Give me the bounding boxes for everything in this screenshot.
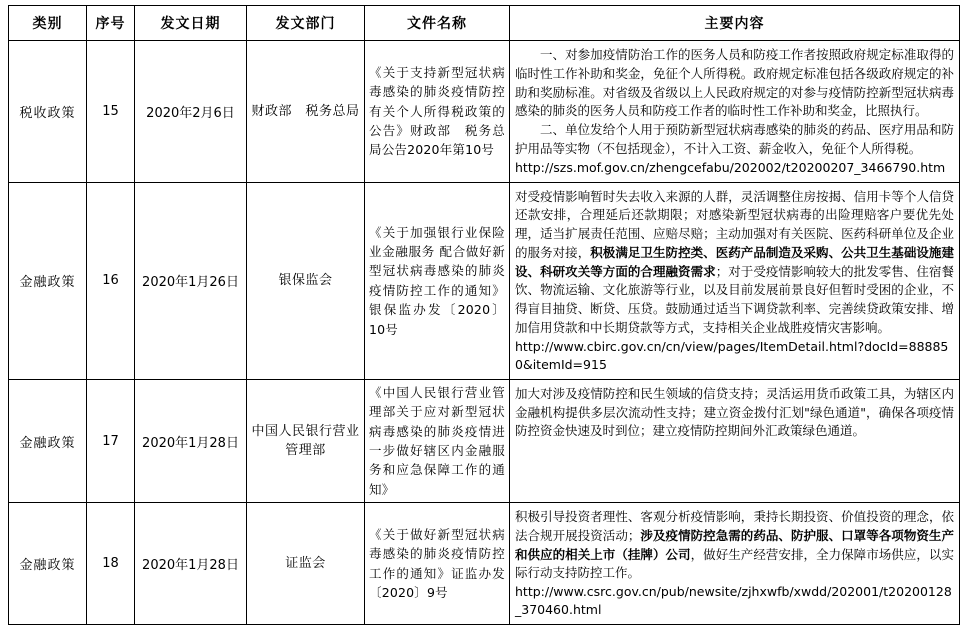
cell-date: 2020年1月26日: [135, 182, 247, 379]
cell-title: 《关于做好新型冠状病毒感染的肺炎疫情防控工作的通知》证监办发〔2020〕9号: [365, 503, 510, 625]
cell-content: [510, 503, 960, 625]
table-header-row: [9, 6, 960, 41]
table-row: [9, 41, 960, 183]
content-paragraph: 对受疫情影响暂时失去收入来源的人群，灵活调整住房按揭、信用卡等个人信贷还款安排，合理延后还款期限；对感染新型冠状病毒的出险理赔客户要优先处理，适当扩展责任范围、应赔尽赔；主动加强对有关医院、医药科研单位及企业的服务对接，积极满足卫生防控类、医药产品制造及采购、公共卫生基础设施建设、科研攻关等方面的合理融资需求；对于受疫情影响较大的批发零售、住宿餐饮、物流运输、文化旅游等行业，以及目前发展前景良好但暂时受困的企业，不得盲目抽贷、断贷、压贷。鼓励通过适当下调贷款利率、完善续贷政策安排、增加信用贷款和中长期贷款等方式，支持相关企业战胜疫情灾害影响。: [515, 188, 954, 335]
cell-category: 金融政策: [9, 379, 87, 502]
cell-date: 2020年2月6日: [135, 41, 247, 183]
content-body-3: [515, 508, 954, 619]
cell-content: [510, 379, 960, 502]
cell-title: 《关于加强银行业保险业金融服务 配合做好新型冠状病毒感染的肺炎疫情防控工作的通知》银保监办发〔2020〕10号: [365, 182, 510, 379]
column-header-seq: 序号: [87, 6, 135, 41]
cell-dept: 财政部 税务总局: [247, 41, 365, 183]
content-paragraph: 积极引导投资者理性、客观分析疫情影响，秉持长期投资、价值投资的理念，依法合规开展投资活动；涉及疫情防控急需的药品、防护服、口罩等各项物资生产和供应的相关上市（挂牌）公司，做好生产经营安排，全力保障市场供应，以实际行动支持防控工作。: [515, 509, 954, 581]
content-paragraph: 一、对参加疫情防治工作的医务人员和防疫工作者按照政府规定标准取得的临时性工作补助和奖金，免征个人所得税。政府规定标准包括各级政府规定的补助和奖励标准。对省级及省级以上人民政府规定的对参与疫情防控新型冠状病毒感染的肺炎的医务人员和防疫工作者的临时性工作补助和奖金，比照执行。: [515, 47, 954, 119]
content-body-1: [515, 188, 954, 374]
cell-category: 税收政策: [9, 41, 87, 183]
table-row: [9, 379, 960, 502]
content-paragraph: 二、单位发给个人用于预防新型冠状病毒感染的肺炎的药品、医疗用品和防护用品等实物（不包括现金），不计入工资、薪金收入，免征个人所得税。: [515, 122, 954, 156]
cell-date: 2020年1月28日: [135, 503, 247, 625]
cell-date: 2020年1月28日: [135, 379, 247, 502]
cell-category: 金融政策: [9, 503, 87, 625]
cell-content: [510, 182, 960, 379]
table-row: [9, 503, 960, 625]
content-body-0: [515, 46, 954, 177]
content-source-url[interactable]: http://www.cbirc.gov.cn/cn/view/pages/ItemDetail.html?docId=888850&itemId=915: [515, 338, 949, 372]
content-emphasis: 积极满足卫生防控类、医药产品制造及采购、公共卫生基础设施建设、科研攻关等方面的合理融资需求: [515, 244, 954, 279]
cell-dept: 中国人民银行营业管理部: [247, 379, 365, 502]
cell-dept: 银保监会: [247, 182, 365, 379]
table-row: [9, 182, 960, 379]
cell-category: 金融政策: [9, 182, 87, 379]
cell-content: [510, 41, 960, 183]
column-header-content: 主要内容: [510, 6, 960, 41]
column-header-category: 类别: [9, 6, 87, 41]
content-emphasis: 涉及疫情防控急需的药品、防护服、口罩等各项物资生产和供应的相关上市（挂牌）公司: [515, 527, 954, 562]
content-body-2: [515, 385, 954, 441]
column-header-dept: 发文部门: [247, 6, 365, 41]
column-header-date: 发文日期: [135, 6, 247, 41]
table-body: [9, 41, 960, 625]
content-source-url[interactable]: http://www.csrc.gov.cn/pub/newsite/zjhxwfb/xwdd/202001/t20200128_370460.html: [515, 584, 952, 618]
cell-dept: 证监会: [247, 503, 365, 625]
policy-table: [8, 5, 960, 625]
content-source-url[interactable]: http://szs.mof.gov.cn/zhengcefabu/202002/t20200207_3466790.htm: [515, 159, 946, 175]
content-paragraph: 加大对涉及疫情防控和民生领域的信贷支持；灵活运用货币政策工具，为辖区内金融机构提供多层次流动性支持；建立资金拨付汇划"绿色通道"，确保各项疫情防控资金快速及时到位；建立疫情防控期间外汇政策绿色通道。: [515, 385, 954, 439]
cell-title: 《中国人民银行营业管理部关于应对新型冠状病毒感染的肺炎疫情进一步做好辖区内金融服务和应急保障工作的通知》: [365, 379, 510, 502]
cell-seq: 16: [87, 182, 135, 379]
cell-seq: 17: [87, 379, 135, 502]
cell-seq: 18: [87, 503, 135, 625]
table-header: [9, 6, 960, 41]
column-header-title: 文件名称: [365, 6, 510, 41]
cell-seq: 15: [87, 41, 135, 183]
cell-title: 《关于支持新型冠状病毒感染的肺炎疫情防控有关个人所得税政策的公告》财政部 税务总局公告2020年第10号: [365, 41, 510, 183]
